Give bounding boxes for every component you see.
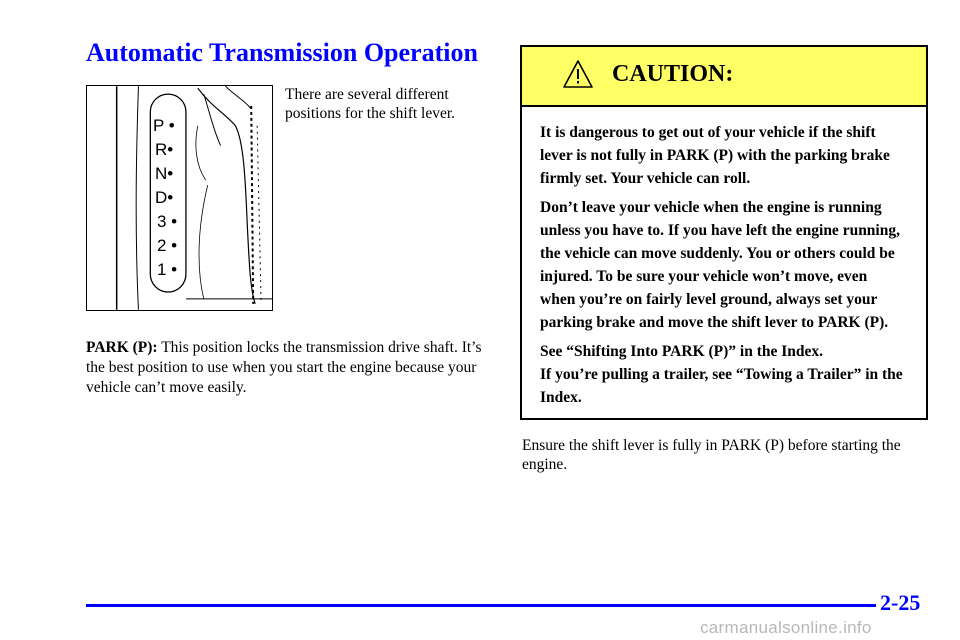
gear-label-park: P • [153,116,175,135]
ensure-text: Ensure the shift lever is fully in PARK (P) before starting the engine. [522,437,901,473]
watermark: carmanualsonline.info [700,618,872,637]
park-paragraph [86,338,486,398]
park-text: This position locks the transmission drive shaft. It’s the best position to use when you start the engine because your vehicle can’t move easily. [86,339,482,396]
caution-paragraph-3: See “Shifting Into PARK (P)” in the Index. [540,343,824,360]
park-label: PARK (P): [86,339,158,356]
page-number: 2-25 [880,590,921,615]
caution-header [522,47,926,107]
caution-title: CAUTION: [612,61,734,87]
caution-body [522,107,926,409]
gear-label-first: 1 • [157,260,178,279]
page-title: Automatic Transmission Operation [86,38,478,67]
gear-label-reverse: R• [155,140,174,159]
gear-label-second: 2 • [157,236,178,255]
shift-lever-drawing [87,86,272,310]
caution-paragraph-2: Don’t leave your vehicle when the engine is running unless you have to. If you have left the engine running, the vehicle can move suddenly. You or others could be injured. To be sure your vehicle won’t move, even when you’re on fairly level ground, always set your parking brake and move the shift lever to PARK (P). [540,199,900,331]
caution-box [520,45,928,420]
intro-text: There are several different positions for the shift lever. [285,86,456,122]
gear-label-list [149,114,177,282]
warning-triangle-icon [562,59,594,89]
page-footer-rule [86,604,876,607]
caution-paragraph-4: If you’re pulling a trailer, see “Towing a Trailer” in the Index. [540,366,903,406]
gear-label-third: 3 • [157,212,178,231]
shift-lever-illustration [86,85,273,311]
gear-label-drive: D• [155,188,174,207]
gear-label-neutral: N• [155,164,174,183]
caution-paragraph-1: It is dangerous to get out of your vehicle if the shift lever is not fully in PARK (P) with the parking brake firmly set. Your vehicle can roll. [540,124,890,187]
